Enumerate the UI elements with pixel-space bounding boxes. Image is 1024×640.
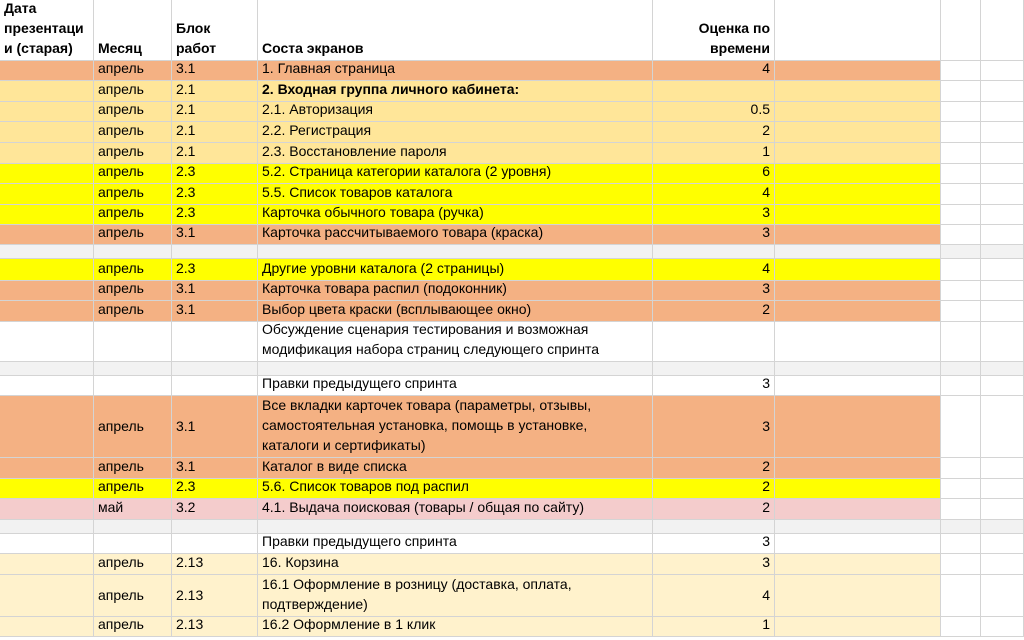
- empty-cell[interactable]: [981, 61, 1024, 81]
- screens-cell[interactable]: 5.5. Список товаров каталога: [258, 184, 653, 205]
- block-cell[interactable]: 2.3: [172, 259, 258, 281]
- month-cell[interactable]: апрель: [94, 396, 172, 458]
- estimate-cell[interactable]: 4: [653, 259, 775, 281]
- table-row: [0, 499, 1024, 520]
- date-cell[interactable]: [0, 362, 94, 376]
- empty-cell[interactable]: [775, 122, 941, 143]
- empty-cell[interactable]: [981, 245, 1024, 259]
- empty-cell[interactable]: [941, 281, 981, 301]
- empty-cell[interactable]: [941, 122, 981, 143]
- date-cell[interactable]: [0, 575, 94, 617]
- block-cell[interactable]: [172, 520, 258, 534]
- month-cell[interactable]: [94, 376, 172, 396]
- empty-cell[interactable]: [981, 362, 1024, 376]
- estimate-cell[interactable]: 4: [653, 184, 775, 205]
- table-row: [0, 534, 1024, 554]
- screens-cell[interactable]: 5.6. Список товаров под распил: [258, 479, 653, 499]
- date-cell[interactable]: [0, 122, 94, 143]
- block-cell[interactable]: 3.1: [172, 281, 258, 301]
- block-cell[interactable]: 3.1: [172, 458, 258, 479]
- empty-cell[interactable]: [941, 225, 981, 245]
- month-cell[interactable]: апрель: [94, 81, 172, 102]
- date-cell[interactable]: [0, 205, 94, 225]
- empty-cell[interactable]: [775, 102, 941, 122]
- block-cell[interactable]: [172, 322, 258, 362]
- estimate-cell[interactable]: 2: [653, 499, 775, 520]
- empty-cell[interactable]: [941, 362, 981, 376]
- screens-cell[interactable]: Другие уровни каталога (2 страницы): [258, 259, 653, 281]
- empty-cell[interactable]: [775, 61, 941, 81]
- date-cell[interactable]: [0, 617, 94, 637]
- block-cell[interactable]: 2.1: [172, 143, 258, 164]
- screens-cell[interactable]: Каталог в виде списка: [258, 458, 653, 479]
- table-row: [0, 143, 1024, 164]
- empty-cell[interactable]: [775, 362, 941, 376]
- empty-cell[interactable]: [941, 520, 981, 534]
- date-cell[interactable]: [0, 458, 94, 479]
- empty-cell[interactable]: [775, 322, 941, 362]
- table-row: [0, 81, 1024, 102]
- month-cell[interactable]: [94, 322, 172, 362]
- month-cell[interactable]: апрель: [94, 554, 172, 575]
- table-row: [0, 102, 1024, 122]
- empty-cell[interactable]: [981, 164, 1024, 184]
- table-row: [0, 61, 1024, 81]
- empty-cell[interactable]: [941, 554, 981, 575]
- month-cell[interactable]: апрель: [94, 301, 172, 322]
- empty-cell[interactable]: [981, 0, 1024, 61]
- header-block-cell[interactable]: Блок работ: [172, 0, 258, 61]
- date-cell[interactable]: [0, 225, 94, 245]
- block-cell[interactable]: 2.3: [172, 164, 258, 184]
- empty-cell[interactable]: [775, 554, 941, 575]
- estimate-cell[interactable]: [653, 322, 775, 362]
- table-row: [0, 122, 1024, 143]
- table-row: [0, 396, 1024, 458]
- block-cell[interactable]: 3.1: [172, 225, 258, 245]
- date-cell[interactable]: [0, 102, 94, 122]
- empty-cell[interactable]: [941, 534, 981, 554]
- month-cell[interactable]: [94, 362, 172, 376]
- empty-cell[interactable]: [775, 205, 941, 225]
- screens-cell[interactable]: 16.2 Оформление в 1 клик: [258, 617, 653, 637]
- screens-cell[interactable]: Правки предыдущего спринта: [258, 376, 653, 396]
- empty-cell[interactable]: [941, 184, 981, 205]
- estimate-cell[interactable]: 3: [653, 376, 775, 396]
- empty-cell[interactable]: [941, 245, 981, 259]
- empty-cell[interactable]: [981, 143, 1024, 164]
- estimate-cell[interactable]: 3: [653, 205, 775, 225]
- empty-cell[interactable]: [981, 554, 1024, 575]
- date-cell[interactable]: [0, 376, 94, 396]
- empty-cell[interactable]: [775, 396, 941, 458]
- table-row: [0, 458, 1024, 479]
- date-cell[interactable]: [0, 396, 94, 458]
- month-cell[interactable]: апрель: [94, 458, 172, 479]
- estimate-cell[interactable]: 3: [653, 396, 775, 458]
- date-cell[interactable]: [0, 143, 94, 164]
- estimate-cell[interactable]: 6: [653, 164, 775, 184]
- month-cell[interactable]: апрель: [94, 259, 172, 281]
- empty-cell[interactable]: [941, 499, 981, 520]
- block-cell[interactable]: 2.13: [172, 617, 258, 637]
- empty-cell[interactable]: [941, 479, 981, 499]
- estimate-cell[interactable]: 4: [653, 575, 775, 617]
- block-cell[interactable]: 2.1: [172, 81, 258, 102]
- spacer-row: [0, 245, 1024, 259]
- month-cell[interactable]: май: [94, 499, 172, 520]
- empty-cell[interactable]: [981, 281, 1024, 301]
- block-cell[interactable]: [172, 534, 258, 554]
- empty-cell[interactable]: [775, 143, 941, 164]
- month-cell[interactable]: [94, 245, 172, 259]
- empty-cell[interactable]: [941, 376, 981, 396]
- empty-cell[interactable]: [775, 225, 941, 245]
- spacer-row: [0, 520, 1024, 534]
- month-cell[interactable]: апрель: [94, 281, 172, 301]
- month-cell[interactable]: [94, 534, 172, 554]
- estimate-cell[interactable]: [653, 520, 775, 534]
- empty-cell[interactable]: [941, 205, 981, 225]
- empty-cell[interactable]: [941, 102, 981, 122]
- empty-cell[interactable]: [775, 458, 941, 479]
- spacer-row: [0, 362, 1024, 376]
- date-cell[interactable]: [0, 184, 94, 205]
- empty-cell[interactable]: [981, 396, 1024, 458]
- screens-cell[interactable]: [258, 520, 653, 534]
- header-month-cell[interactable]: Месяц: [94, 0, 172, 61]
- empty-cell[interactable]: [981, 301, 1024, 322]
- empty-cell[interactable]: [775, 520, 941, 534]
- empty-cell[interactable]: [775, 281, 941, 301]
- screens-cell[interactable]: [258, 245, 653, 259]
- month-cell[interactable]: апрель: [94, 122, 172, 143]
- table-row: [0, 205, 1024, 225]
- empty-cell[interactable]: [941, 143, 981, 164]
- month-cell[interactable]: апрель: [94, 479, 172, 499]
- screens-cell[interactable]: 2.1. Авторизация: [258, 102, 653, 122]
- screens-cell[interactable]: 16.1 Оформление в розницу (доставка, оплата, подтверждение): [258, 575, 653, 617]
- empty-cell[interactable]: [981, 499, 1024, 520]
- header-row: [0, 0, 1024, 61]
- screens-cell[interactable]: 2.3. Восстановление пароля: [258, 143, 653, 164]
- empty-cell[interactable]: [775, 534, 941, 554]
- table-row: [0, 164, 1024, 184]
- date-cell[interactable]: [0, 281, 94, 301]
- empty-cell[interactable]: [981, 617, 1024, 637]
- date-cell[interactable]: [0, 164, 94, 184]
- block-cell[interactable]: 2.13: [172, 575, 258, 617]
- screens-cell[interactable]: 5.2. Страница категории каталога (2 уровня): [258, 164, 653, 184]
- empty-cell[interactable]: [775, 575, 941, 617]
- date-cell[interactable]: [0, 554, 94, 575]
- empty-cell[interactable]: [941, 81, 981, 102]
- date-cell[interactable]: [0, 61, 94, 81]
- screens-cell[interactable]: [258, 362, 653, 376]
- empty-cell[interactable]: [775, 245, 941, 259]
- header-estimate-cell[interactable]: Оценка по времени: [653, 0, 775, 61]
- empty-cell[interactable]: [941, 301, 981, 322]
- empty-cell[interactable]: [981, 205, 1024, 225]
- header-screens-cell[interactable]: Соста экранов: [258, 0, 653, 61]
- empty-cell[interactable]: [981, 479, 1024, 499]
- estimate-cell[interactable]: 4: [653, 61, 775, 81]
- block-cell[interactable]: 2.3: [172, 205, 258, 225]
- empty-cell[interactable]: [981, 322, 1024, 362]
- date-cell[interactable]: [0, 534, 94, 554]
- empty-cell[interactable]: [941, 617, 981, 637]
- month-cell[interactable]: апрель: [94, 164, 172, 184]
- empty-cell[interactable]: [981, 81, 1024, 102]
- block-cell[interactable]: [172, 245, 258, 259]
- empty-cell[interactable]: [775, 184, 941, 205]
- month-cell[interactable]: апрель: [94, 225, 172, 245]
- empty-cell[interactable]: [981, 184, 1024, 205]
- empty-cell[interactable]: [941, 396, 981, 458]
- estimate-cell[interactable]: [653, 81, 775, 102]
- screens-cell[interactable]: Все вкладки карточек товара (параметры, отзывы, самостоятельная установка, помощь в установке, каталоги и сертификаты): [258, 396, 653, 458]
- screens-cell[interactable]: Правки предыдущего спринта: [258, 534, 653, 554]
- date-cell[interactable]: [0, 322, 94, 362]
- empty-cell[interactable]: [775, 301, 941, 322]
- table-row: [0, 617, 1024, 637]
- empty-cell[interactable]: [775, 479, 941, 499]
- header-date-cell[interactable]: Дата презентаци и (старая): [0, 0, 94, 61]
- block-cell[interactable]: 2.3: [172, 479, 258, 499]
- date-cell[interactable]: [0, 301, 94, 322]
- empty-cell[interactable]: [981, 376, 1024, 396]
- empty-cell[interactable]: [981, 520, 1024, 534]
- date-cell[interactable]: [0, 259, 94, 281]
- empty-cell[interactable]: [981, 575, 1024, 617]
- screens-cell[interactable]: Карточка обычного товара (ручка): [258, 205, 653, 225]
- screens-cell[interactable]: 2. Входная группа личного кабинета:: [258, 81, 653, 102]
- block-cell[interactable]: 2.1: [172, 122, 258, 143]
- screens-cell[interactable]: Карточка товара распил (подоконник): [258, 281, 653, 301]
- estimate-cell[interactable]: 1: [653, 143, 775, 164]
- date-cell[interactable]: [0, 479, 94, 499]
- month-cell[interactable]: апрель: [94, 61, 172, 81]
- estimate-cell[interactable]: 2: [653, 479, 775, 499]
- month-cell[interactable]: [94, 520, 172, 534]
- table-row: [0, 301, 1024, 322]
- block-cell[interactable]: [172, 376, 258, 396]
- empty-cell[interactable]: [941, 575, 981, 617]
- table-row: [0, 281, 1024, 301]
- screens-cell[interactable]: Обсуждение сценария тестирования и возможная модификация набора страниц следующего спринта: [258, 322, 653, 362]
- table-row: [0, 376, 1024, 396]
- screens-cell[interactable]: 2.2. Регистрация: [258, 122, 653, 143]
- date-cell[interactable]: [0, 81, 94, 102]
- empty-cell[interactable]: [775, 164, 941, 184]
- empty-cell[interactable]: [775, 81, 941, 102]
- empty-cell[interactable]: [941, 458, 981, 479]
- empty-cell[interactable]: [775, 259, 941, 281]
- empty-cell[interactable]: [981, 225, 1024, 245]
- estimate-cell[interactable]: 3: [653, 281, 775, 301]
- table-row: [0, 259, 1024, 281]
- estimate-cell[interactable]: 3: [653, 534, 775, 554]
- date-cell[interactable]: [0, 520, 94, 534]
- estimate-cell[interactable]: 3: [653, 225, 775, 245]
- date-cell[interactable]: [0, 245, 94, 259]
- block-cell[interactable]: 2.1: [172, 102, 258, 122]
- month-cell[interactable]: апрель: [94, 575, 172, 617]
- estimate-cell[interactable]: 2: [653, 301, 775, 322]
- block-cell[interactable]: [172, 362, 258, 376]
- screens-cell[interactable]: 4.1. Выдача поисковая (товары / общая по сайту): [258, 499, 653, 520]
- empty-cell[interactable]: [775, 617, 941, 637]
- estimate-cell[interactable]: 3: [653, 554, 775, 575]
- table-row: [0, 479, 1024, 499]
- month-cell[interactable]: апрель: [94, 102, 172, 122]
- month-cell[interactable]: апрель: [94, 143, 172, 164]
- estimate-cell[interactable]: [653, 362, 775, 376]
- empty-cell[interactable]: [981, 534, 1024, 554]
- empty-cell[interactable]: [981, 122, 1024, 143]
- estimate-cell[interactable]: 2: [653, 458, 775, 479]
- empty-cell[interactable]: [775, 376, 941, 396]
- month-cell[interactable]: апрель: [94, 617, 172, 637]
- estimate-cell[interactable]: 2: [653, 122, 775, 143]
- estimate-cell[interactable]: [653, 245, 775, 259]
- screens-cell[interactable]: 1. Главная страница: [258, 61, 653, 81]
- table-row: [0, 225, 1024, 245]
- empty-cell[interactable]: [941, 259, 981, 281]
- month-cell[interactable]: апрель: [94, 205, 172, 225]
- empty-cell[interactable]: [941, 164, 981, 184]
- screens-cell[interactable]: Карточка рассчитываемого товара (краска): [258, 225, 653, 245]
- block-cell[interactable]: 2.13: [172, 554, 258, 575]
- block-cell[interactable]: 3.1: [172, 301, 258, 322]
- empty-cell[interactable]: [941, 0, 981, 61]
- empty-cell[interactable]: [775, 499, 941, 520]
- table-row: [0, 554, 1024, 575]
- estimate-cell[interactable]: 0.5: [653, 102, 775, 122]
- screens-cell[interactable]: Выбор цвета краски (всплывающее окно): [258, 301, 653, 322]
- empty-cell[interactable]: [775, 0, 941, 61]
- block-cell[interactable]: 3.2: [172, 499, 258, 520]
- estimate-cell[interactable]: 1: [653, 617, 775, 637]
- empty-cell[interactable]: [941, 61, 981, 81]
- month-cell[interactable]: апрель: [94, 184, 172, 205]
- empty-cell[interactable]: [981, 458, 1024, 479]
- table-row: [0, 575, 1024, 617]
- table-row: [0, 322, 1024, 362]
- empty-cell[interactable]: [981, 102, 1024, 122]
- table-row: [0, 184, 1024, 205]
- empty-cell[interactable]: [981, 259, 1024, 281]
- screens-cell[interactable]: 16. Корзина: [258, 554, 653, 575]
- empty-cell[interactable]: [941, 322, 981, 362]
- date-cell[interactable]: [0, 499, 94, 520]
- block-cell[interactable]: 2.3: [172, 184, 258, 205]
- block-cell[interactable]: 3.1: [172, 61, 258, 81]
- block-cell[interactable]: 3.1: [172, 396, 258, 458]
